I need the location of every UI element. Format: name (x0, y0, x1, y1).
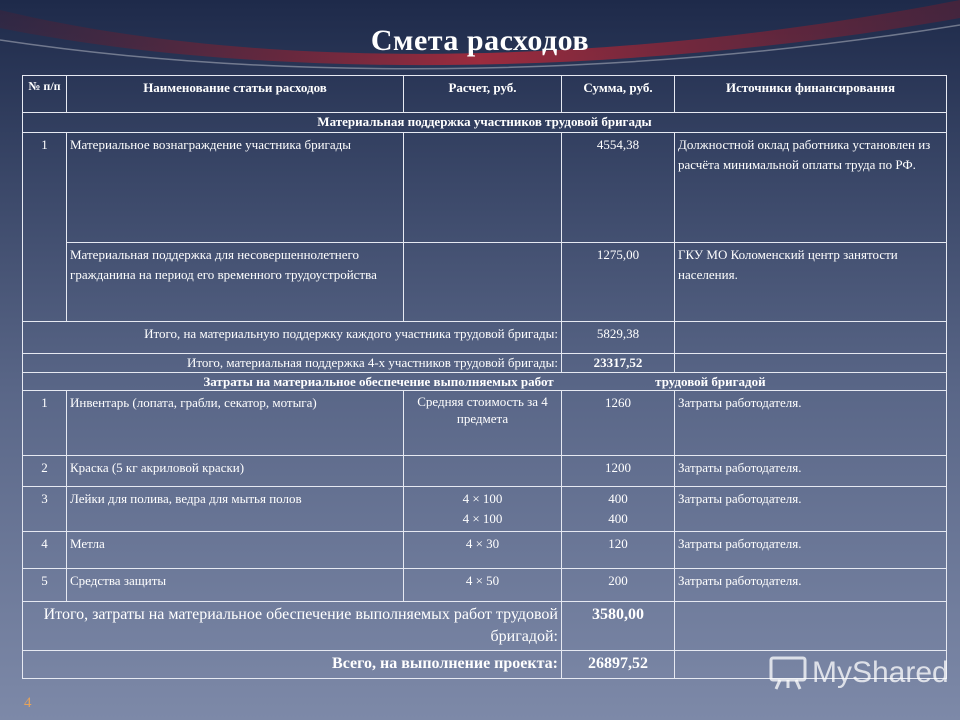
row-source: Затраты работодателя. (675, 456, 947, 487)
row-sum: 1200 (562, 456, 675, 487)
materials-total-value: 3580,00 (562, 602, 675, 651)
subtotal-row (23, 602, 947, 651)
section-title-part-b: трудовой бригадой (655, 374, 766, 389)
grand-total-value: 26897,52 (562, 651, 675, 679)
row-calc: 4 × 50 (404, 569, 562, 602)
row-sum-line: 400 (608, 491, 628, 506)
materials-total-label: Итого, затраты на материальное обеспечение выполняемых работ трудовой бригадой: (23, 602, 562, 651)
row-calc: 4 × 30 (404, 532, 562, 569)
row-sum: 200 (562, 569, 675, 602)
table-row (23, 391, 947, 456)
page-number: 4 (24, 695, 32, 711)
row-num: 1 (23, 133, 67, 322)
row-name: Средства защиты (67, 569, 404, 602)
row-sum (562, 487, 675, 532)
row-source: ГКУ МО Коломенский центр занятости населения. (675, 243, 947, 322)
table-row (23, 243, 947, 322)
row-calc (404, 487, 562, 532)
row-calc (404, 456, 562, 487)
row-num: 4 (23, 532, 67, 569)
subtotal-four-label: Итого, материальная поддержка 4-х участников трудовой бригады: (23, 354, 562, 373)
row-name: Инвентарь (лопата, грабли, секатор, мотыга) (67, 391, 404, 456)
header-calc: Расчет, руб. (404, 76, 562, 113)
row-name: Материальная поддержка для несовершеннолетнего гражданина на период его временного трудоустройства (67, 243, 404, 322)
header-name: Наименование статьи расходов (67, 76, 404, 113)
row-source: Должностной оклад работника установлен из расчёта минимальной оплаты труда по РФ. (675, 133, 947, 243)
row-source: Затраты работодателя. (675, 487, 947, 532)
row-num: 2 (23, 456, 67, 487)
row-sum-line: 400 (608, 511, 628, 526)
header-sum: Сумма, руб. (562, 76, 675, 113)
row-name: Лейки для полива, ведра для мытья полов (67, 487, 404, 532)
table-row (23, 133, 947, 243)
row-sum: 1275,00 (562, 243, 675, 322)
row-name: Метла (67, 532, 404, 569)
header-num: № п/п (23, 76, 67, 113)
table-row (23, 456, 947, 487)
row-num: 1 (23, 391, 67, 456)
section-title-support: Материальная поддержка участников трудовой бригады (23, 113, 947, 133)
subtotal-four-value: 23317,52 (562, 354, 675, 373)
row-source: Затраты работодателя. (675, 391, 947, 456)
subtotal-row (23, 322, 947, 354)
grand-total-label: Всего, на выполнение проекта: (23, 651, 562, 679)
row-calc-line: 4 × 100 (462, 491, 503, 506)
presentation-icon (768, 655, 808, 691)
table-header-row (23, 76, 947, 113)
row-sum: 1260 (562, 391, 675, 456)
table-row (23, 532, 947, 569)
row-source: Затраты работодателя. (675, 532, 947, 569)
row-source: Затраты работодателя. (675, 569, 947, 602)
budget-table (22, 75, 947, 679)
table-row (23, 569, 947, 602)
row-sum: 4554,38 (562, 133, 675, 243)
row-calc (404, 133, 562, 243)
watermark-text: MyShared (812, 656, 949, 689)
table-row (23, 487, 947, 532)
row-calc-line: 4 × 100 (462, 511, 503, 526)
section-title-materials (23, 373, 947, 391)
watermark-logo (768, 655, 949, 691)
row-name: Материальное вознаграждение участника бригады (67, 133, 404, 243)
subtotal-each-label: Итого, на материальную поддержку каждого участника трудовой бригады: (23, 322, 562, 354)
header-source: Источники финансирования (675, 76, 947, 113)
page-title: Смета расходов (370, 24, 590, 57)
row-num: 3 (23, 487, 67, 532)
row-num: 5 (23, 569, 67, 602)
row-calc (404, 243, 562, 322)
subtotal-row (23, 354, 947, 373)
subtotal-each-value: 5829,38 (562, 322, 675, 354)
row-sum: 120 (562, 532, 675, 569)
row-name: Краска (5 кг акриловой краски) (67, 456, 404, 487)
section-title-part-a: Затраты на материальное обеспечение выполняемых работ (203, 374, 554, 389)
row-calc: Средняя стоимость за 4 предмета (404, 391, 562, 456)
